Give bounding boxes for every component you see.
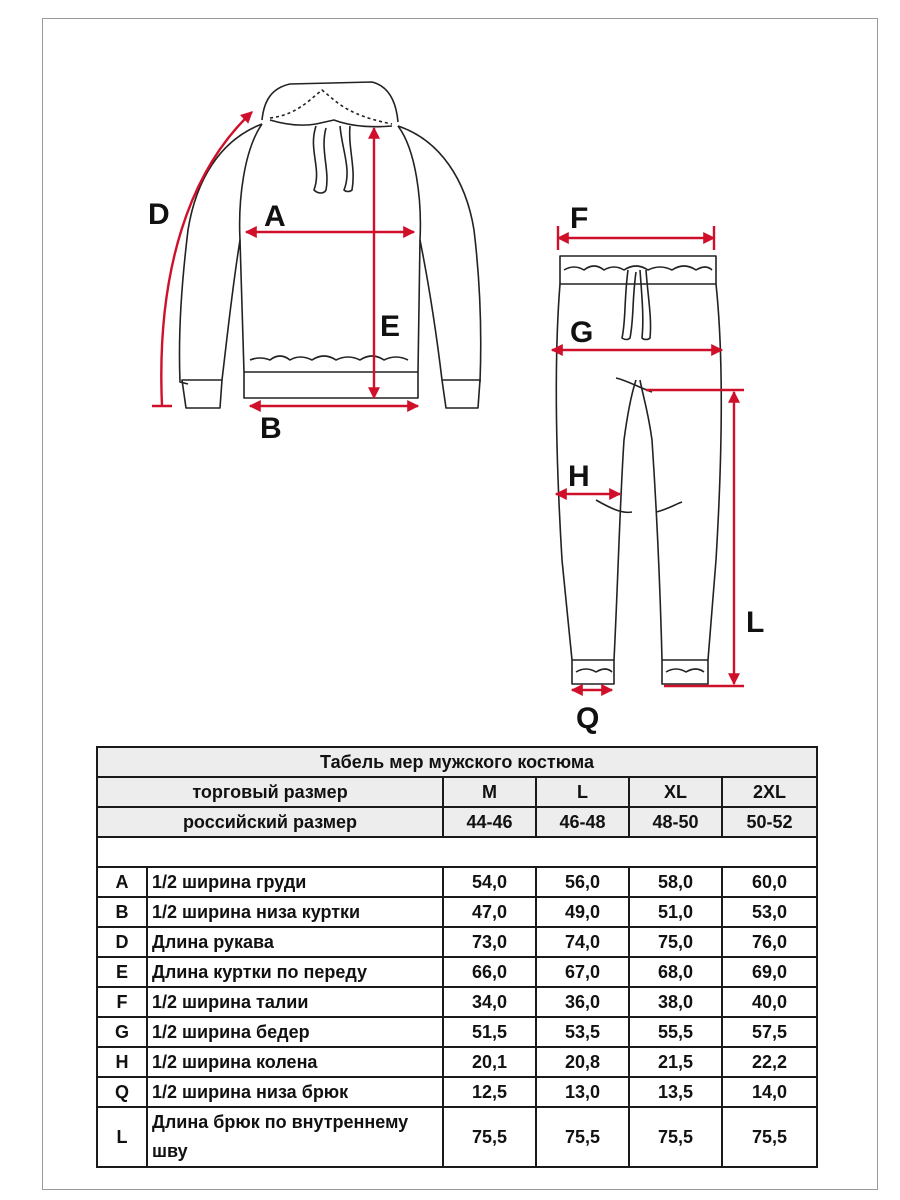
russian-size-header: 48-50 — [629, 807, 722, 837]
size-header: 2XL — [722, 777, 817, 807]
hoodie-measurements — [152, 112, 418, 406]
size-header: XL — [629, 777, 722, 807]
trade-size-label: торговый размер — [97, 777, 443, 807]
table-row — [97, 1107, 817, 1167]
row-value: 75,0 — [629, 927, 722, 957]
label-b: B — [260, 412, 282, 445]
row-value: 69,0 — [722, 957, 817, 987]
row-value: 56,0 — [536, 867, 629, 897]
row-code: Q — [97, 1077, 147, 1107]
row-value: 57,5 — [722, 1017, 817, 1047]
row-value: 20,1 — [443, 1047, 536, 1077]
row-code: H — [97, 1047, 147, 1077]
row-value: 51,0 — [629, 897, 722, 927]
row-value: 58,0 — [629, 867, 722, 897]
table-row — [97, 927, 817, 957]
russian-size-header: 50-52 — [722, 807, 817, 837]
russian-size-header: 46-48 — [536, 807, 629, 837]
label-a: A — [264, 200, 286, 233]
row-code: F — [97, 987, 147, 1017]
label-l: L — [746, 606, 765, 639]
row-value: 49,0 — [536, 897, 629, 927]
row-name: 1/2 ширина низа куртки — [147, 897, 443, 927]
row-code: G — [97, 1017, 147, 1047]
table-spacer-row — [97, 837, 817, 867]
row-name: 1/2 ширина низа брюк — [147, 1077, 443, 1107]
table-row — [97, 1077, 817, 1107]
size-chart-table — [96, 746, 818, 1168]
row-code: E — [97, 957, 147, 987]
row-name: Длина куртки по переду — [147, 957, 443, 987]
russian-size-label: российский размер — [97, 807, 443, 837]
table-row — [97, 1017, 817, 1047]
label-h: H — [568, 460, 590, 493]
label-e: E — [380, 310, 401, 343]
row-value: 53,5 — [536, 1017, 629, 1047]
row-value: 75,5 — [443, 1107, 536, 1167]
row-value: 75,5 — [629, 1107, 722, 1167]
table-row — [97, 1047, 817, 1077]
row-value: 60,0 — [722, 867, 817, 897]
table-title: Табель мер мужского костюма — [97, 747, 817, 777]
row-name: 1/2 ширина груди — [147, 867, 443, 897]
row-value: 74,0 — [536, 927, 629, 957]
row-name: 1/2 ширина колена — [147, 1047, 443, 1077]
row-name: Длина рукава — [147, 927, 443, 957]
row-code: B — [97, 897, 147, 927]
row-value: 38,0 — [629, 987, 722, 1017]
row-value: 55,5 — [629, 1017, 722, 1047]
row-value: 68,0 — [629, 957, 722, 987]
row-value: 47,0 — [443, 897, 536, 927]
russian-size-header: 44-46 — [443, 807, 536, 837]
row-value: 21,5 — [629, 1047, 722, 1077]
row-value: 12,5 — [443, 1077, 536, 1107]
row-value: 76,0 — [722, 927, 817, 957]
row-value: 14,0 — [722, 1077, 817, 1107]
row-value: 20,8 — [536, 1047, 629, 1077]
measure-line-d — [161, 112, 252, 406]
label-g: G — [570, 316, 594, 349]
row-value: 75,5 — [536, 1107, 629, 1167]
label-f: F — [570, 202, 589, 235]
row-value: 36,0 — [536, 987, 629, 1017]
label-d: D — [148, 198, 170, 231]
table-row — [97, 897, 817, 927]
row-value: 54,0 — [443, 867, 536, 897]
row-name: 1/2 ширина талии — [147, 987, 443, 1017]
row-value: 51,5 — [443, 1017, 536, 1047]
row-value: 53,0 — [722, 897, 817, 927]
row-value: 13,5 — [629, 1077, 722, 1107]
row-value: 75,5 — [722, 1107, 817, 1167]
row-code: A — [97, 867, 147, 897]
row-name: Длина брюк по внутреннему шву — [147, 1107, 443, 1167]
row-value: 67,0 — [536, 957, 629, 987]
size-header: M — [443, 777, 536, 807]
row-value: 66,0 — [443, 957, 536, 987]
row-value: 40,0 — [722, 987, 817, 1017]
row-value: 22,2 — [722, 1047, 817, 1077]
table-row — [97, 987, 817, 1017]
table-row — [97, 957, 817, 987]
label-q: Q — [576, 702, 600, 735]
row-code: D — [97, 927, 147, 957]
table-row — [97, 867, 817, 897]
size-header: L — [536, 777, 629, 807]
row-name: 1/2 ширина бедер — [147, 1017, 443, 1047]
row-value: 34,0 — [443, 987, 536, 1017]
hoodie-drawing — [179, 82, 480, 408]
row-code: L — [97, 1107, 147, 1167]
row-value: 73,0 — [443, 927, 536, 957]
row-value: 13,0 — [536, 1077, 629, 1107]
